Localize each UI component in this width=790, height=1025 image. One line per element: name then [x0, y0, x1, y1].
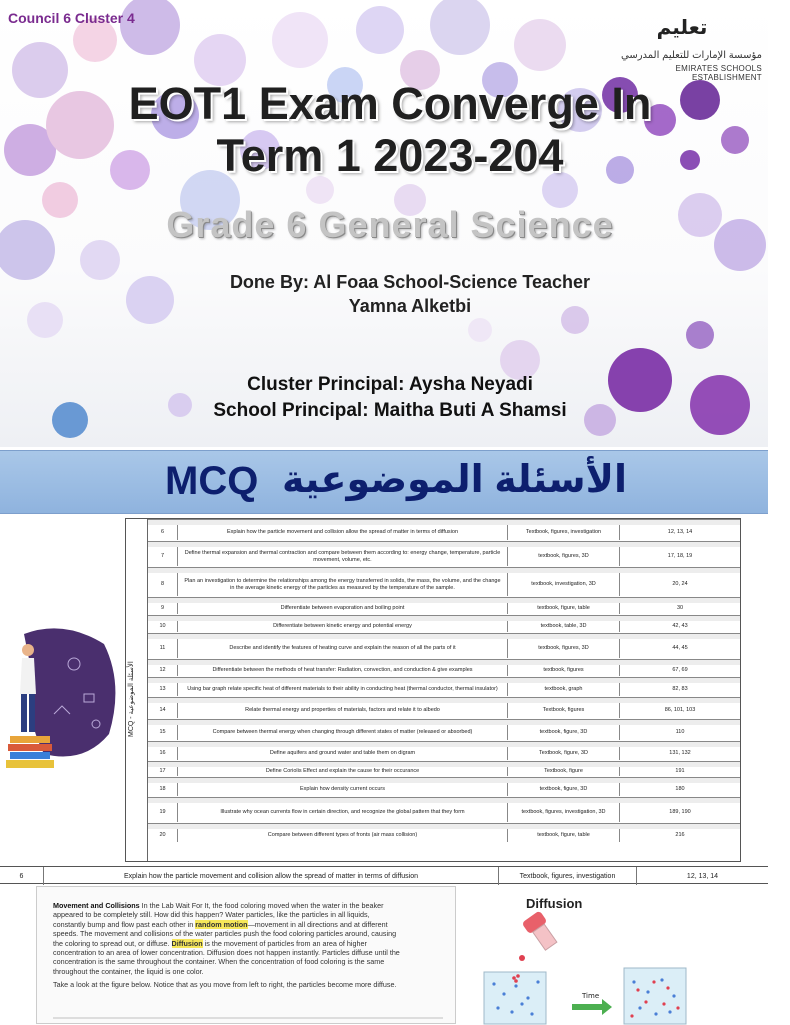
row-pages: 82, 83	[672, 686, 688, 692]
row-number: 15	[148, 725, 178, 740]
row-objective: Differentiate between the methods of heat transfer: Radiation, convection, and conduction & give examples	[178, 665, 508, 676]
excerpt-part-1: In the Lab Wait For It, the food coloring moved when the water in the beaker appeared to be completely still. How did this happen? Water particles, like the particles in all liquids, constantly bump and flow past each other in	[53, 901, 384, 929]
row-pages: 216	[675, 832, 685, 838]
row-objective: Define thermal expansion and thermal contraction and compare between them according to: energy change, temperature, particle movement, volume, etc.	[178, 547, 508, 566]
diffusion-title: Diffusion	[526, 896, 583, 911]
row-objective: Explain how density current occurs	[178, 783, 508, 796]
row-pages: 131, 132	[669, 750, 691, 756]
row-pages: 189, 190	[669, 809, 691, 815]
excerpt-text	[53, 901, 403, 990]
row-resources: Textbook, figures	[508, 703, 620, 718]
row-objective: Relate thermal energy and properties of materials, factors and relate it to albedo	[178, 703, 508, 718]
logo-mark-icon	[656, 6, 708, 46]
title-line-2: Term 1 2023-204	[216, 130, 564, 181]
row-objective: Explain how the particle movement and collision allow the spread of matter in terms of diffusion	[178, 525, 508, 540]
row-resources: textbook, figures, 3D	[508, 639, 620, 658]
table-row	[148, 719, 740, 739]
table-row	[148, 797, 740, 821]
row-number: 9	[148, 603, 178, 614]
row-number: 6	[148, 525, 178, 540]
table-row	[148, 659, 740, 675]
logo-mark-text: تعليم	[656, 15, 708, 39]
diffusion-figure	[470, 886, 760, 1024]
row-objective: Define aquifers and ground water and table them on digram	[178, 747, 508, 760]
table-row	[148, 541, 740, 565]
row-pages: 191	[675, 768, 685, 774]
objectives-page	[0, 516, 768, 864]
table-side-column	[126, 519, 148, 861]
author-block	[30, 270, 790, 318]
row-pages: 20, 24	[672, 581, 688, 587]
table-row	[148, 777, 740, 795]
row-objective: Differentiate between kinetic energy and potential energy	[178, 621, 508, 632]
row-objective: Using bar graph relate specific heat of different materials to their ability in conducting heat (thermal conductor, thermal insulator)	[178, 683, 508, 696]
row-number: 12	[148, 665, 178, 676]
row-resources: textbook, figure, table	[508, 829, 620, 842]
row-pages: 30	[676, 605, 684, 611]
detail-pages: 12, 13, 14	[686, 872, 719, 880]
ese-logo	[612, 6, 762, 82]
row-number: 18	[148, 783, 178, 796]
detail-objective: Explain how the particle movement and collision allow the spread of matter in terms of diffusion	[44, 867, 499, 885]
objectives-table	[125, 518, 741, 862]
row-resources: textbook, figures, investigation, 3D	[508, 803, 620, 822]
table-side-label: MCQ - الأسئلة الموضوعية	[128, 661, 135, 737]
row-objective: Illustrate why ocean currents flow in certain direction, and recognize the global pattern that they form	[178, 803, 508, 822]
row-resources: textbook, investigation, 3D	[508, 573, 620, 596]
row-number: 16	[148, 747, 178, 760]
table-row	[148, 823, 740, 841]
row-number: 19	[148, 803, 178, 822]
row-pages: 42, 43	[672, 623, 688, 629]
row-objective: Compare between thermal energy when changing through different states of matter (released or absorbed)	[178, 725, 508, 740]
excerpt-part-3: is the movement of particles from an area of higher concentration to an area of lower concentration. Diffusion does not happen instantly. Particles diffuse until the concentration is the same throughout the container. When the concentration of food coloring is the same throughout the container, the liquid is one color.	[53, 938, 400, 976]
row-resources: textbook, figure, table	[508, 603, 620, 614]
row-number: 17	[148, 767, 178, 776]
row-resources: textbook, graph	[508, 683, 620, 696]
row-number: 11	[148, 639, 178, 658]
detail-objective-row	[0, 866, 768, 884]
row-resources: textbook, figure, 3D	[508, 783, 620, 796]
row-pages: 86, 101, 103	[664, 707, 696, 713]
row-resources: textbook, table, 3D	[508, 621, 620, 632]
author-line-2: Yamna Alketbi	[348, 296, 472, 316]
cover-slide	[0, 0, 768, 447]
diffusion-beakers-illustration	[470, 912, 760, 1024]
table-row	[148, 519, 740, 539]
title-line-1: EOT1 Exam Converge In	[128, 78, 652, 129]
row-pages: 180	[675, 786, 685, 792]
row-objective: Describe and identify the features of heating curve and explain the reason of all the parts of it	[178, 639, 508, 658]
logo-english-name: EMIRATES SCHOOLS ESTABLISHMENT	[675, 64, 762, 82]
cluster-principal: Cluster Principal: Aysha Neyadi	[247, 374, 533, 395]
logo-arabic-name: مؤسسة الإمارات للتعليم المدرسي	[620, 50, 762, 61]
row-objective: Plan an investigation to determine the relationships among the energy transferred in solids, the mass, the volume, and the change in the average kinetic energy of the particles as measured by the temperature of the sample.	[178, 573, 508, 596]
excerpt-figure-strip	[53, 1017, 443, 1025]
excerpt-heading: Movement and Collisions	[53, 901, 140, 910]
textbook-excerpt	[36, 886, 456, 1024]
row-pages: 44, 45	[672, 645, 688, 651]
principals-block	[100, 372, 680, 424]
excerpt-part-2: —movement in all directions and at different speeds. The movement and collisions of the water particles push the food coloring particles around, causing the coloring to spread out, or diffuse.	[53, 919, 397, 948]
school-principal: School Principal: Maitha Buti A Shamsi	[213, 400, 567, 421]
row-pages: 17, 18, 19	[667, 553, 693, 559]
table-row	[148, 761, 740, 775]
detail-number: 6	[0, 867, 44, 885]
highlight-random-motion: random motion	[195, 919, 248, 929]
row-objective: Compare between different types of fronts (air mass collision)	[178, 829, 508, 842]
council-label: Council 6 Cluster 4	[8, 10, 135, 26]
row-number: 20	[148, 829, 178, 842]
row-resources: textbook, figures, 3D	[508, 547, 620, 566]
row-number: 13	[148, 683, 178, 696]
row-resources: textbook, figures	[508, 665, 620, 676]
row-pages: 110	[675, 729, 685, 735]
row-pages: 12, 13, 14	[667, 529, 693, 535]
row-number: 14	[148, 703, 178, 718]
row-objective: Define Coriolis Effect and explain the cause for their occurance	[178, 767, 508, 776]
excerpt-paragraph-2: Take a look at the figure below. Notice that as you move from left to right, the particles become more diffuse.	[53, 980, 397, 990]
page-subtitle: Grade 6 General Science	[166, 204, 614, 245]
table-row	[148, 567, 740, 595]
row-resources: Textbook, figures, investigation	[508, 525, 620, 540]
banner-english: MCQ	[165, 459, 259, 503]
table-row	[148, 597, 740, 613]
row-number: 10	[148, 621, 178, 632]
row-resources: Textbook, figure	[508, 767, 620, 776]
table-row	[148, 677, 740, 695]
author-line-1: Done By: Al Foaa School-Science Teacher	[229, 272, 591, 292]
table-row	[148, 633, 740, 657]
row-pages: 67, 69	[672, 667, 688, 673]
row-resources: textbook, figure, 3D	[508, 725, 620, 740]
time-label: Time	[582, 992, 600, 1000]
detail-resources: Textbook, figures, investigation	[499, 867, 637, 885]
banner-arabic: الأسئلة الموضوعية	[282, 459, 627, 501]
table-row	[148, 697, 740, 717]
table-row	[148, 615, 740, 631]
row-objective: Differentiate between evaporation and boiling point	[178, 603, 508, 614]
row-resources: Textbook, figure, 3D	[508, 747, 620, 760]
mcq-banner	[0, 450, 768, 514]
table-row	[148, 741, 740, 759]
page-title	[60, 78, 720, 182]
highlight-diffusion: Diffusion	[171, 938, 203, 948]
row-number: 8	[148, 573, 178, 596]
student-reading-illustration	[4, 624, 120, 772]
row-number: 7	[148, 547, 178, 566]
